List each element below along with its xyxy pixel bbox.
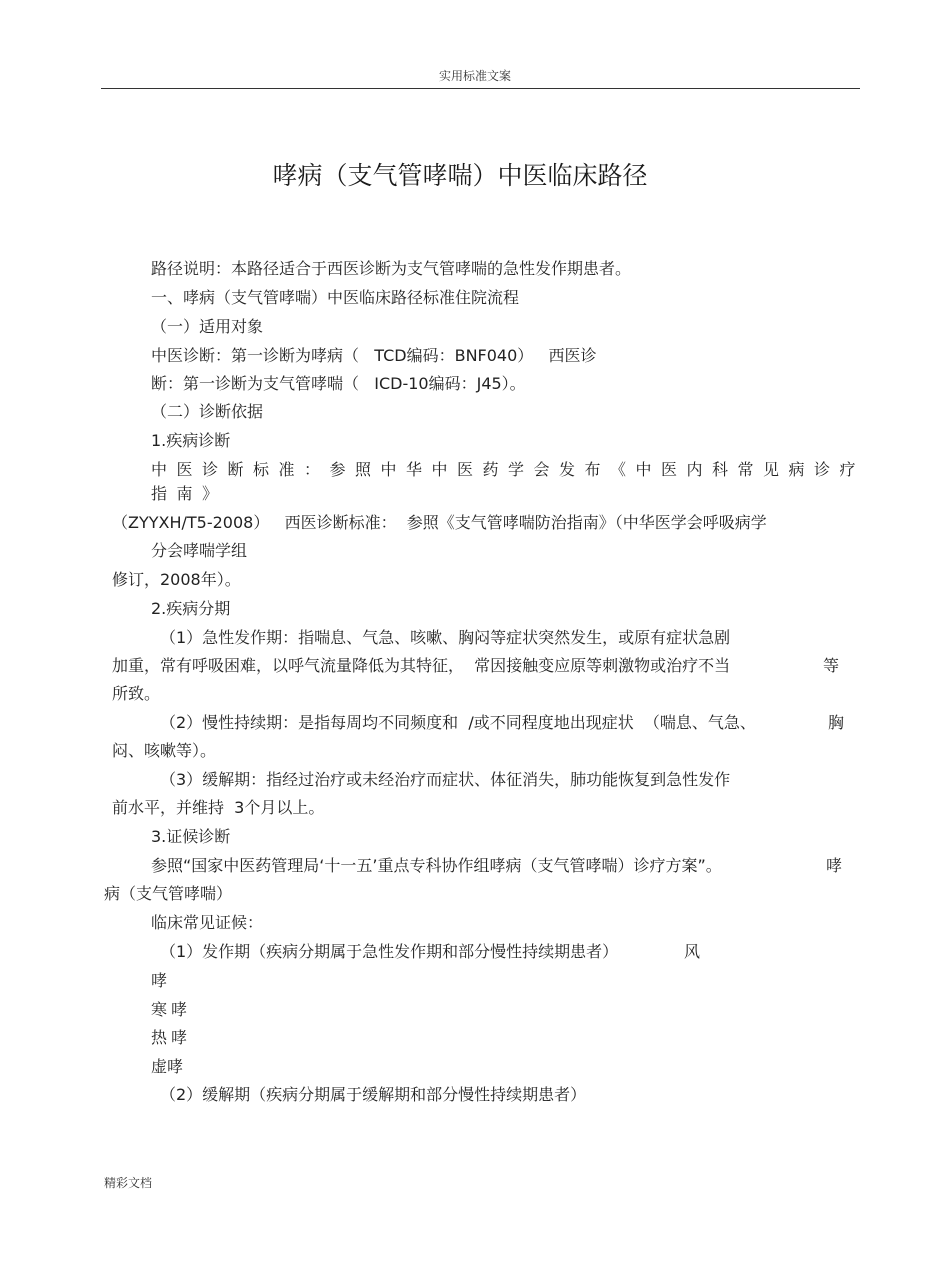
section-heading-1: 一、哮病（支气管哮喘）中医临床路径标准住院流程 bbox=[151, 288, 520, 307]
acute-stage-line-2: 加重，常有呼吸困难，以呼气流量降低为其特征， 常因接触变应原等刺激物或治疗不当 bbox=[112, 656, 731, 675]
chronic-stage-line-1: （2）慢性持续期：是指每周均不同频度和 /或不同程度地出现症状 （喘息、气急、 bbox=[160, 713, 756, 732]
western-standard-line: （ZYYXH/T5-2008） 西医诊断标准： 参照《支气管哮喘防治指南》（中华医学会呼吸病学 bbox=[112, 513, 767, 532]
page-header: 实用标准文案 bbox=[438, 69, 511, 83]
syndrome-reference-line-1-end: 哮 bbox=[826, 856, 843, 875]
attack-stage-heading: （1）发作期（疾病分期属于急性发作期和部分慢性持续期患者） bbox=[160, 942, 619, 961]
remission-stage-line-2: 前水平，并维持 3个月以上。 bbox=[112, 798, 325, 817]
subsection-heading-applicable: （一）适用对象 bbox=[151, 317, 264, 336]
remission-stage-line-1: （3）缓解期：指经过治疗或未经治疗而症状、体征消失，肺功能恢复到急性发作 bbox=[160, 770, 731, 789]
acute-stage-line-1: （1）急性发作期：指喘息、气急、咳嗽、胸闷等症状突然发生，或原有症状急剧 bbox=[160, 628, 731, 647]
syndrome-reference-line-1: 参照“国家中医药管理局‘十一五’重点专科协作组哮病（支气管哮喘）诊疗方案”。 bbox=[151, 856, 722, 875]
western-standard-revision: 修订，2008年）。 bbox=[112, 570, 241, 589]
syndrome-deficiency-wheeze: 虚哮 bbox=[151, 1057, 184, 1076]
header-divider bbox=[101, 88, 860, 89]
item-disease-diagnosis: 1.疾病诊断 bbox=[151, 431, 231, 450]
tcm-diagnosis-line: 中医诊断：第一诊断为哮病（ TCD编码：BNF040） 西医诊 bbox=[151, 346, 597, 365]
subsection-heading-basis: （二）诊断依据 bbox=[151, 402, 264, 421]
document-title: 哮病（支气管哮喘）中医临床路径 bbox=[272, 161, 648, 190]
syndrome-reference-line-2: 病（支气管哮喘） bbox=[104, 884, 233, 903]
western-standard-group: 分会哮喘学组 bbox=[151, 541, 248, 560]
chronic-stage-line-2: 闷、咳嗽等）。 bbox=[112, 741, 217, 760]
path-description: 路径说明：本路径适合于西医诊断为支气管哮喘的急性发作期患者。 bbox=[151, 259, 632, 278]
syndrome-wind-wheeze: 哮 bbox=[151, 971, 168, 990]
item-disease-staging: 2.疾病分期 bbox=[151, 599, 231, 618]
remission-stage-heading: （2）缓解期（疾病分期属于缓解期和部分慢性持续期患者） bbox=[160, 1085, 587, 1104]
acute-stage-line-2-end: 等 bbox=[823, 656, 840, 675]
tcm-standard-line: 中医诊断标准：参照中华中医药学会发布《中医内科常见病诊疗 bbox=[151, 460, 866, 479]
tcm-standard-guide: 指南》 bbox=[151, 484, 228, 503]
western-diagnosis-line: 断：第一诊断为支气管哮喘（ ICD-10编码：J45）。 bbox=[151, 374, 526, 393]
syndrome-wind: 风 bbox=[684, 942, 701, 961]
acute-stage-line-3: 所致。 bbox=[112, 684, 161, 703]
syndrome-heat-wheeze: 热哮 bbox=[151, 1028, 192, 1047]
chronic-stage-line-1-end: 胸 bbox=[828, 713, 845, 732]
page-footer: 精彩文档 bbox=[104, 1176, 153, 1190]
syndrome-cold-wheeze: 寒哮 bbox=[151, 1000, 192, 1019]
item-syndrome-diagnosis: 3.证候诊断 bbox=[151, 827, 231, 846]
common-syndromes-label: 临床常见证候： bbox=[151, 913, 264, 932]
